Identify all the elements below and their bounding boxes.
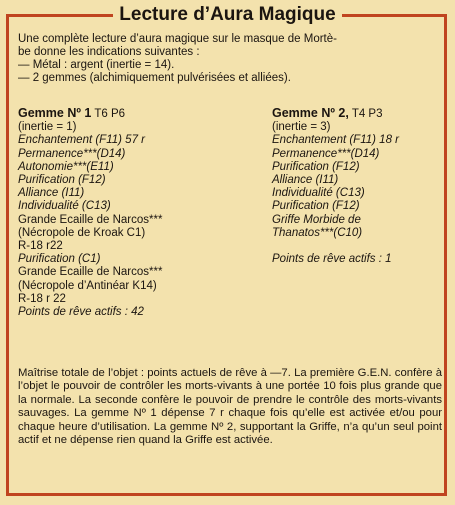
gem-2-points: Points de rêve actifs : 1 [272,253,392,266]
gem-2-line: (inertie = 3) [272,121,331,134]
gem-2-heading-label: Gemme Nº 2, [272,106,349,120]
intro-line: — 2 gemmes (alchimiquement pulvérisées et alliées). [18,72,291,84]
gem-2-line: Alliance (I11) [272,174,339,187]
gem-1-heading-suffix: T6 P6 [91,108,126,120]
gem-1-line: Autonomie***(E11) [18,160,114,173]
gem-1-line: Grande Ecaille de Narcos*** [18,266,163,279]
intro-line: be donne les indications suivantes : [18,46,200,58]
gem-1-line: (Nécropole d’Antinéar K14) [18,279,157,292]
gem-2-heading-suffix: T4 P3 [348,108,383,120]
gem-1-heading-label: Gemme Nº 1 [18,106,92,120]
gem-2-line: Permanence***(D14) [272,147,380,160]
spacer [272,240,447,253]
gem-1-line: Alliance (I11) [18,187,85,200]
gem-1-line: Purification (F12) [18,174,106,187]
gem-1-line: Purification (C1) [18,253,101,266]
gem-1-line: Enchantement (F11) 57 r [18,134,145,147]
gem-2-line: Thanatos***(C10) [272,226,363,239]
mastery-paragraph: Maîtrise totale de l’objet : points actuels de rêve à —7. La première G.E.N. confère à l’objet le pouvoir de contrôler les morts-vivants à une portée 10 fois plus grande que la normale. La seconde confère le pouvoir de prendre le contrôle des morts-vivants sauvages. La gemme Nº 1 dépense 7 r chaque fois qu’elle est activée et/ou pour chaque heure d’utilisation. La gemme Nº 2, supportant la Griffe, n’a qu’un seul point actif et ne dépense rien quand la Griffe est activée. [18,367,442,447]
gem-2-line: Purification (F12) [272,160,360,173]
intro-line: — Métal : argent (inertie = 14). [18,59,175,71]
gem-1-line: R-18 r 22 [18,292,66,305]
gem-1-line: Individualité (C13) [18,200,111,213]
gem-2-line: Enchantement (F11) 18 r [272,134,399,147]
page-title [0,4,455,26]
gem-1-line: R-18 r22 [18,240,63,253]
gem-1-line: Grande Ecaille de Narcos*** [18,213,163,226]
gem-1-line: Permanence***(D14) [18,147,126,160]
gem-1-line: (inertie = 1) [18,121,77,134]
gem-2-line: Individualité (C13) [272,187,365,200]
gem-1-heading [18,107,263,121]
gem-2-column [272,107,447,266]
intro-line: Une complète lecture d’aura magique sur le masque de Mortè- [18,33,337,45]
gem-2-line: Griffe Morbide de [272,213,361,226]
gem-1-points: Points de rêve actifs : 42 [18,306,144,319]
title-text: Lecture d’Aura Magique [113,4,341,25]
gem-1-line: (Nécropole de Kroak C1) [18,226,146,239]
gem-2-heading [272,107,447,121]
gem-2-line: Purification (F12) [272,200,360,213]
gem-1-column [18,107,263,319]
intro-block [18,33,443,85]
